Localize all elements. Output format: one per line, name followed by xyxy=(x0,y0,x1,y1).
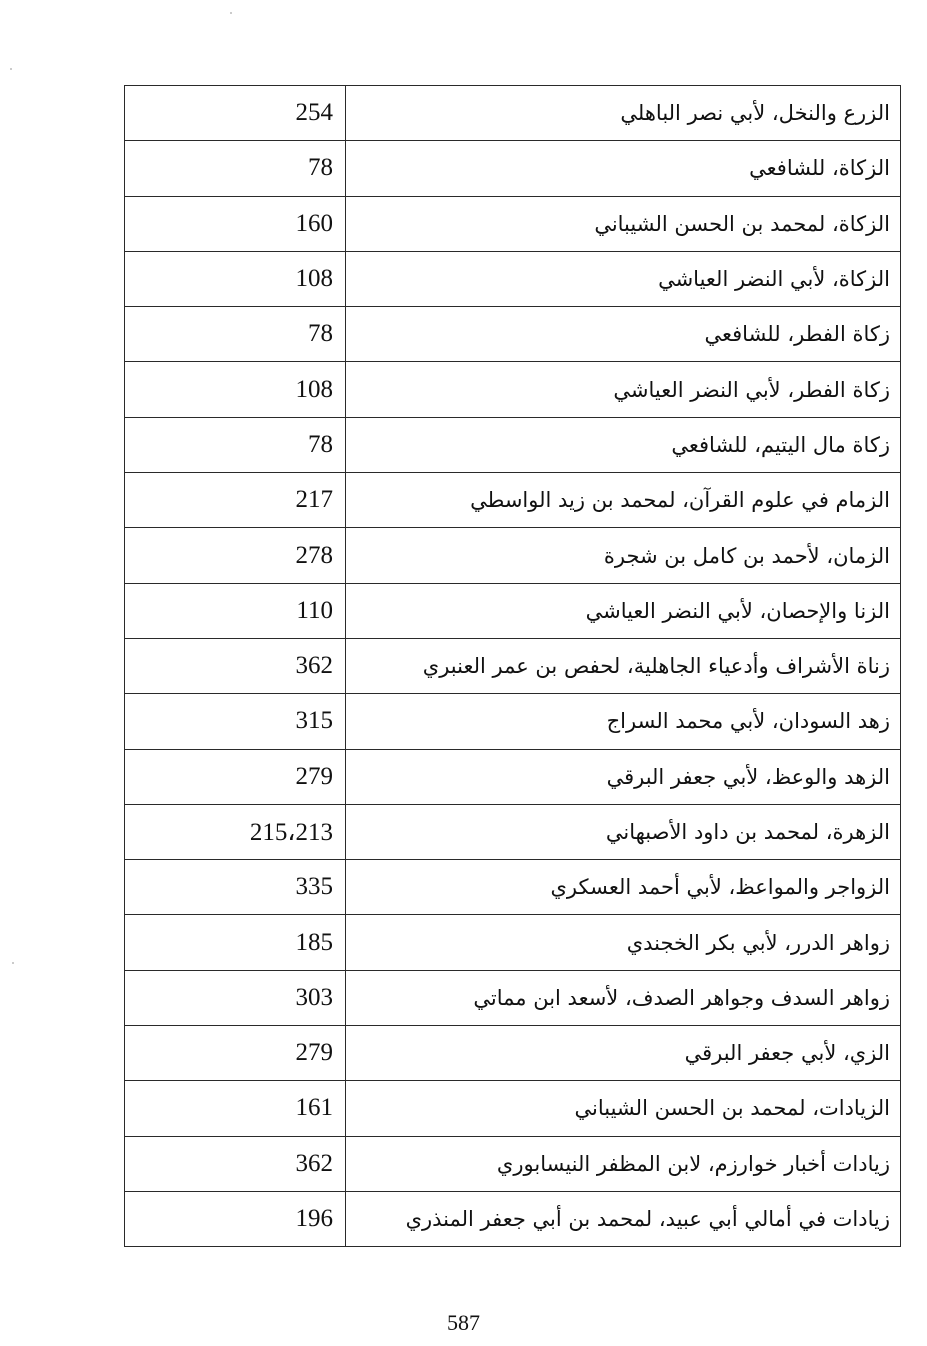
book-title: زكاة مال اليتيم، للشافعي xyxy=(346,417,901,472)
index-row xyxy=(125,970,901,1025)
page-reference: 108 xyxy=(125,251,346,306)
page-reference: 217 xyxy=(125,473,346,528)
page-reference: 160 xyxy=(125,196,346,251)
book-title: زواهر الدرر، لأبي بكر الخجندي xyxy=(346,915,901,970)
book-title: زواهر السدف وجواهر الصدف، لأسعد ابن مماتي xyxy=(346,970,901,1025)
page-reference: 362 xyxy=(125,638,346,693)
index-row xyxy=(125,362,901,417)
index-row xyxy=(125,1081,901,1136)
scan-speck xyxy=(230,12,232,14)
page-reference: 78 xyxy=(125,141,346,196)
book-title: الزهرة، لمحمد بن داود الأصبهاني xyxy=(346,804,901,859)
book-title: زكاة الفطر، لأبي النضر العياشي xyxy=(346,362,901,417)
book-title: الزيادات، لمحمد بن الحسن الشيباني xyxy=(346,1081,901,1136)
scan-speck xyxy=(10,68,12,70)
book-title: الزرع والنخل، لأبي نصر الباهلي xyxy=(346,86,901,141)
page-reference: 278 xyxy=(125,528,346,583)
page-reference: 185 xyxy=(125,915,346,970)
index-row xyxy=(125,196,901,251)
book-title: الزكاة، لأبي النضر العياشي xyxy=(346,251,901,306)
index-row xyxy=(125,417,901,472)
index-row xyxy=(125,694,901,749)
index-row xyxy=(125,915,901,970)
book-title: زكاة الفطر، للشافعي xyxy=(346,307,901,362)
book-title: الزمان، لأحمد بن كامل بن شجرة xyxy=(346,528,901,583)
page-reference: 196 xyxy=(125,1191,346,1246)
page-reference: 279 xyxy=(125,1026,346,1081)
book-title: زيادات أخبار خوارزم، لابن المظفر النيسابوري xyxy=(346,1136,901,1191)
index-row xyxy=(125,583,901,638)
page-reference: 78 xyxy=(125,307,346,362)
page-reference: 110 xyxy=(125,583,346,638)
book-title: الزكاة، للشافعي xyxy=(346,141,901,196)
book-title: الزهد والوعظ، لأبي جعفر البرقي xyxy=(346,749,901,804)
index-row xyxy=(125,1136,901,1191)
page-reference: 161 xyxy=(125,1081,346,1136)
page-number: 587 xyxy=(447,1310,480,1335)
page-reference: 335 xyxy=(125,860,346,915)
page-reference: 315 xyxy=(125,694,346,749)
index-row xyxy=(125,473,901,528)
index-table-body xyxy=(125,86,901,1247)
page-reference: 108 xyxy=(125,362,346,417)
index-row xyxy=(125,638,901,693)
index-row xyxy=(125,804,901,859)
index-row xyxy=(125,749,901,804)
index-row xyxy=(125,860,901,915)
index-row xyxy=(125,307,901,362)
page-reference: 254 xyxy=(125,86,346,141)
page-reference: 362 xyxy=(125,1136,346,1191)
index-row xyxy=(125,1191,901,1246)
book-title: الزواجر والمواعظ، لأبي أحمد العسكري xyxy=(346,860,901,915)
book-title: الزكاة، لمحمد بن الحسن الشيباني xyxy=(346,196,901,251)
book-title: زهد السودان، لأبي محمد السراج xyxy=(346,694,901,749)
index-table xyxy=(124,85,901,1247)
page-reference: 78 xyxy=(125,417,346,472)
scan-speck xyxy=(12,962,14,964)
book-title: الزي، لأبي جعفر البرقي xyxy=(346,1026,901,1081)
book-title: زناة الأشراف وأدعياء الجاهلية، لحفص بن عمر العنبري xyxy=(346,638,901,693)
book-title: الزمام في علوم القرآن، لمحمد بن زيد الواسطي xyxy=(346,473,901,528)
page-reference: 303 xyxy=(125,970,346,1025)
page-reference: 215،213 xyxy=(125,804,346,859)
index-row xyxy=(125,1026,901,1081)
index-row xyxy=(125,528,901,583)
book-title: زيادات في أمالي أبي عبيد، لمحمد بن أبي جعفر المنذري xyxy=(346,1191,901,1246)
page-reference: 279 xyxy=(125,749,346,804)
index-row xyxy=(125,86,901,141)
book-title: الزنا والإحصان، لأبي النضر العياشي xyxy=(346,583,901,638)
index-row xyxy=(125,141,901,196)
index-row xyxy=(125,251,901,306)
